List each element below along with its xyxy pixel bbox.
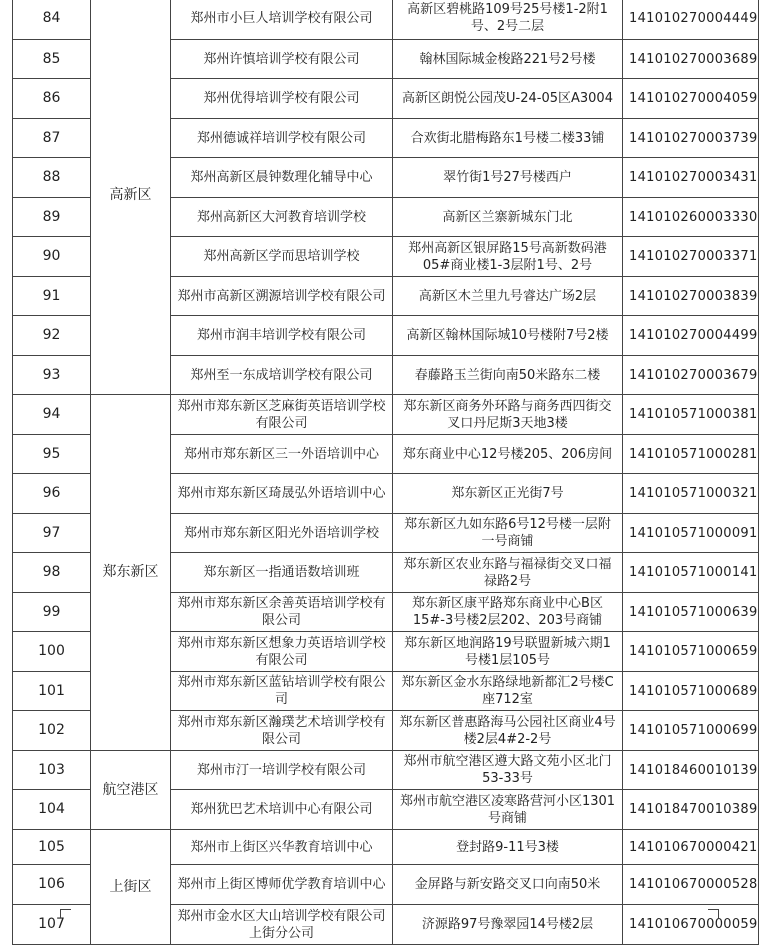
license-number: 141010670000059 [623,905,759,945]
school-address: 郑东新区地润路19号联盟新城六期1号楼1层105号 [393,632,623,672]
school-name: 郑州德诚祥培训学校有限公司 [171,119,393,158]
row-number: 85 [13,40,91,79]
row-number: 105 [13,830,91,865]
school-name: 郑州市郑东新区三一外语培训中心 [171,435,393,474]
row-number: 103 [13,751,91,790]
license-number: 141010571000281 [623,435,759,474]
license-number: 141010571000659 [623,632,759,672]
license-number: 141010571000689 [623,672,759,711]
row-number: 107 [13,905,91,945]
school-address: 翠竹街1号27号楼西户 [393,158,623,198]
row-number: 98 [13,553,91,593]
row-number: 89 [13,198,91,237]
license-number: 141010270003371 [623,237,759,277]
school-address: 郑东新区农业东路与福禄街交叉口福禄路2号 [393,553,623,593]
row-number: 88 [13,158,91,198]
school-address: 郑东新区普惠路海马公园社区商业4号楼2层4#2-2号 [393,711,623,751]
table-row [13,395,759,435]
license-number: 141010571000091 [623,514,759,553]
row-number: 100 [13,632,91,672]
license-number: 141010571000699 [623,711,759,751]
school-address: 春藤路玉兰街向南50米路东二楼 [393,356,623,395]
license-number: 141018460010139 [623,751,759,790]
row-number: 86 [13,79,91,119]
school-name: 郑州市小巨人培训学校有限公司 [171,0,393,40]
school-name: 郑州市润丰培训学校有限公司 [171,316,393,356]
license-number: 141010270003739 [623,119,759,158]
school-name: 郑州市高新区溯源培训学校有限公司 [171,277,393,316]
school-name: 郑州市上街区兴华教育培训中心 [171,830,393,865]
school-name: 郑州优得培训学校有限公司 [171,79,393,119]
table-row [13,751,759,790]
table-row [13,0,759,40]
row-number: 96 [13,474,91,514]
school-address: 郑东新区正光街7号 [393,474,623,514]
row-number: 106 [13,865,91,905]
school-address: 高新区碧桃路109号25号楼1-2附1号、2号二层 [393,0,623,40]
row-number: 97 [13,514,91,553]
license-number: 141010270003689 [623,40,759,79]
district-cell: 上街区 [91,830,171,945]
training-school-table [12,0,759,945]
row-number: 93 [13,356,91,395]
school-name: 郑州犹巴艺术培训中心有限公司 [171,790,393,830]
school-address: 高新区翰林国际城10号楼附7号2楼 [393,316,623,356]
school-address: 郑州高新区银屏路15号高新数码港05#商业楼1-3层附1号、2号 [393,237,623,277]
school-name: 郑州市上街区博师优学教育培训中心 [171,865,393,905]
license-number: 141010670000421 [623,830,759,865]
school-address: 合欢街北腊梅路东1号楼二楼33铺 [393,119,623,158]
license-number: 141010571000639 [623,593,759,632]
school-address: 郑东新区商务外环路与商务西四街交叉口丹尼斯3天地3楼 [393,395,623,435]
license-number: 141010670000528 [623,865,759,905]
license-number: 141010571000381 [623,395,759,435]
school-name: 郑州市郑东新区阳光外语培训学校 [171,514,393,553]
row-number: 101 [13,672,91,711]
school-name: 郑州市郑东新区瀚璞艺术培训学校有限公司 [171,711,393,751]
school-address: 郑东新区金水东路绿地新都汇2号楼C座712室 [393,672,623,711]
school-name: 郑州市汀一培训学校有限公司 [171,751,393,790]
school-name: 郑东新区一指通语数培训班 [171,553,393,593]
school-address: 金屏路与新安路交叉口向南50米 [393,865,623,905]
school-name: 郑州高新区大河教育培训学校 [171,198,393,237]
school-name: 郑州市郑东新区余善英语培训学校有限公司 [171,593,393,632]
school-address: 济源路97号豫翠园14号楼2层 [393,905,623,945]
school-address: 高新区朗悦公园茂U-24-05区A3004 [393,79,623,119]
row-number: 84 [13,0,91,40]
school-address: 郑东新区康平路郑东商业中心B区15#-3号楼2层202、203号商铺 [393,593,623,632]
row-number: 87 [13,119,91,158]
row-number: 91 [13,277,91,316]
school-address: 登封路9-11号3楼 [393,830,623,865]
license-number: 141010270004499 [623,316,759,356]
license-number: 141010270003839 [623,277,759,316]
school-name: 郑州许慎培训学校有限公司 [171,40,393,79]
school-name: 郑州高新区学而思培训学校 [171,237,393,277]
row-number: 92 [13,316,91,356]
row-number: 102 [13,711,91,751]
school-name: 郑州至一东成培训学校有限公司 [171,356,393,395]
license-number: 141010571000141 [623,553,759,593]
school-address: 郑州市航空港区凌寒路营河小区1301号商铺 [393,790,623,830]
row-number: 104 [13,790,91,830]
license-number: 141010270003431 [623,158,759,198]
school-address: 高新区木兰里九号睿达广场2层 [393,277,623,316]
district-cell: 郑东新区 [91,395,171,751]
school-address: 郑东新区九如东路6号12号楼一层附一号商铺 [393,514,623,553]
school-name: 郑州市郑东新区蓝钻培训学校有限公司 [171,672,393,711]
row-number: 99 [13,593,91,632]
school-address: 郑东商业中心12号楼205、206房间 [393,435,623,474]
school-name: 郑州市郑东新区想象力英语培训学校有限公司 [171,632,393,672]
district-cell: 航空港区 [91,751,171,830]
school-name: 郑州市郑东新区琦晟弘外语培训中心 [171,474,393,514]
license-number: 141010270004059 [623,79,759,119]
school-name: 郑州市金水区大山培训学校有限公司上街分公司 [171,905,393,945]
license-number: 141010270003679 [623,356,759,395]
license-number: 141010260003330 [623,198,759,237]
school-address: 高新区兰寨新城东门北 [393,198,623,237]
license-number: 141010270004449 [623,0,759,40]
row-number: 90 [13,237,91,277]
license-number: 141010571000321 [623,474,759,514]
row-number: 94 [13,395,91,435]
school-address: 翰林国际城金梭路221号2号楼 [393,40,623,79]
school-address: 郑州市航空港区遵大路文苑小区北门53-33号 [393,751,623,790]
table-row [13,830,759,865]
school-name: 郑州高新区晨钟数理化辅导中心 [171,158,393,198]
district-cell: 高新区 [91,0,171,395]
license-number: 141018470010389 [623,790,759,830]
school-name: 郑州市郑东新区芝麻街英语培训学校有限公司 [171,395,393,435]
row-number: 95 [13,435,91,474]
